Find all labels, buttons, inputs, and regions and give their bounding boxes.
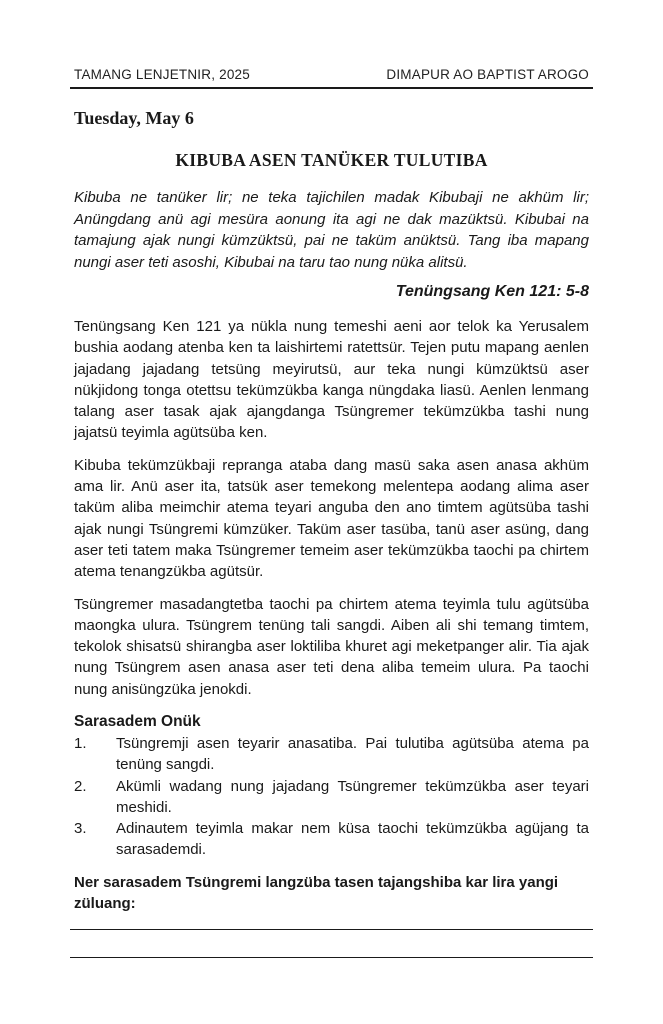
- list-number: 2.: [74, 777, 87, 795]
- list-item: [74, 776, 589, 819]
- list-text: Akümli wadang nung jajadang Tsüngremer tekümzükba aser teyari meshidi.: [116, 777, 589, 816]
- header-right-title: DIMAPUR AO BAPTIST AROGO: [386, 67, 589, 82]
- paragraph: Tenüngsang Ken 121 ya nükla nung temeshi aeni aor telok ka Yerusalem bushia aodang atenba ken ta laishirtemi ratettsür. Tejen putu mapang aenlen jajadang jajadang tetsüng meyirutsü, aur teka nungi kümzüktsü aser nükjidong tonga otettsu tekümzükba kanga nüngdaka liasü. Aenlen lenmang talang aser tasak ajak ajangdanga Tsüngremer tekümzükba tashi nung jajatsü teyimla agütsüba ken.: [74, 318, 589, 442]
- running-header: [74, 67, 589, 82]
- paragraph: Tsüngremer masadangtetba taochi pa chirtem atema teyimla tulu agütsüba maongka ulura. Tsüngrem tenüng tali sangdi. Aiben ali shi temang timtem, tekolok shisatsü shirangba aser loktiliba khuret agi meketpanger alir. Tia ajak nung Tsüngrem asen anasa aser teti dena aliba temeim ulura. Pa taochi nung anisüngzüka jenokdi.: [74, 595, 589, 698]
- list-text: Adinautem teyimla makar nem küsa taochi tekümzükba agüjang ta sarasademdi.: [116, 820, 589, 859]
- scripture-verse: Kibuba ne tanüker lir; ne teka tajichilen madak Kibubaji ne akhüm lir; Anüngdang anü agi mesüra aonung ita agi ne dak mazüktsü. Kibubai na tamajung ajak nungi kümzüktsü, pai ne taküm anüktsü. Tang iba mapang nungi aser teti asoshi, Kibubai na taru tao nung nüka alitsü.: [74, 189, 589, 271]
- entry-title: KIBUBA ASEN TANÜKER TULUTIBA: [175, 150, 488, 170]
- list-text: Tsüngremji asen teyarir anasatiba. Pai tulutiba agütsüba atema pa tenüng sangdi.: [116, 735, 589, 774]
- header-rule: [70, 87, 593, 89]
- reflection-section: [74, 713, 589, 861]
- body-text: [74, 316, 589, 711]
- paragraph: Kibuba tekümzükbaji repranga ataba dang masü saka asen anasa akhüm ama lir. Anü aser ita, tatsük aser temekong melentepa aodang alima aser taküm aliba meimchir atema teyari anguba den ano timtem agütsüba tashi ajak nungi Tsüngremi kümzüker. Taküm aser tasüba, tanü aser asüng, dang aser teti tatem maka Tsüngremer temeim aser tekümzükba taochi pa chirtem atema tenangzükba agütsür.: [74, 456, 589, 581]
- writing-prompt: Ner sarasadem Tsüngremi langzüba tasen tajangshiba kar lira yangi züluang:: [74, 874, 559, 912]
- answer-line[interactable]: [70, 929, 593, 930]
- answer-line[interactable]: [70, 957, 593, 958]
- list-item: [74, 733, 589, 776]
- header-left-title: TAMANG LENJETNIR, 2025: [74, 67, 250, 82]
- entry-date: Tuesday, May 6: [74, 108, 194, 128]
- section-heading: Sarasadem Onük: [74, 713, 201, 730]
- list-number: 3.: [74, 820, 87, 838]
- list-number: 1.: [74, 735, 87, 752]
- list-item: [74, 818, 589, 861]
- scripture-reference: Tenüngsang Ken 121: 5-8: [395, 283, 589, 300]
- reflection-list: [74, 733, 589, 861]
